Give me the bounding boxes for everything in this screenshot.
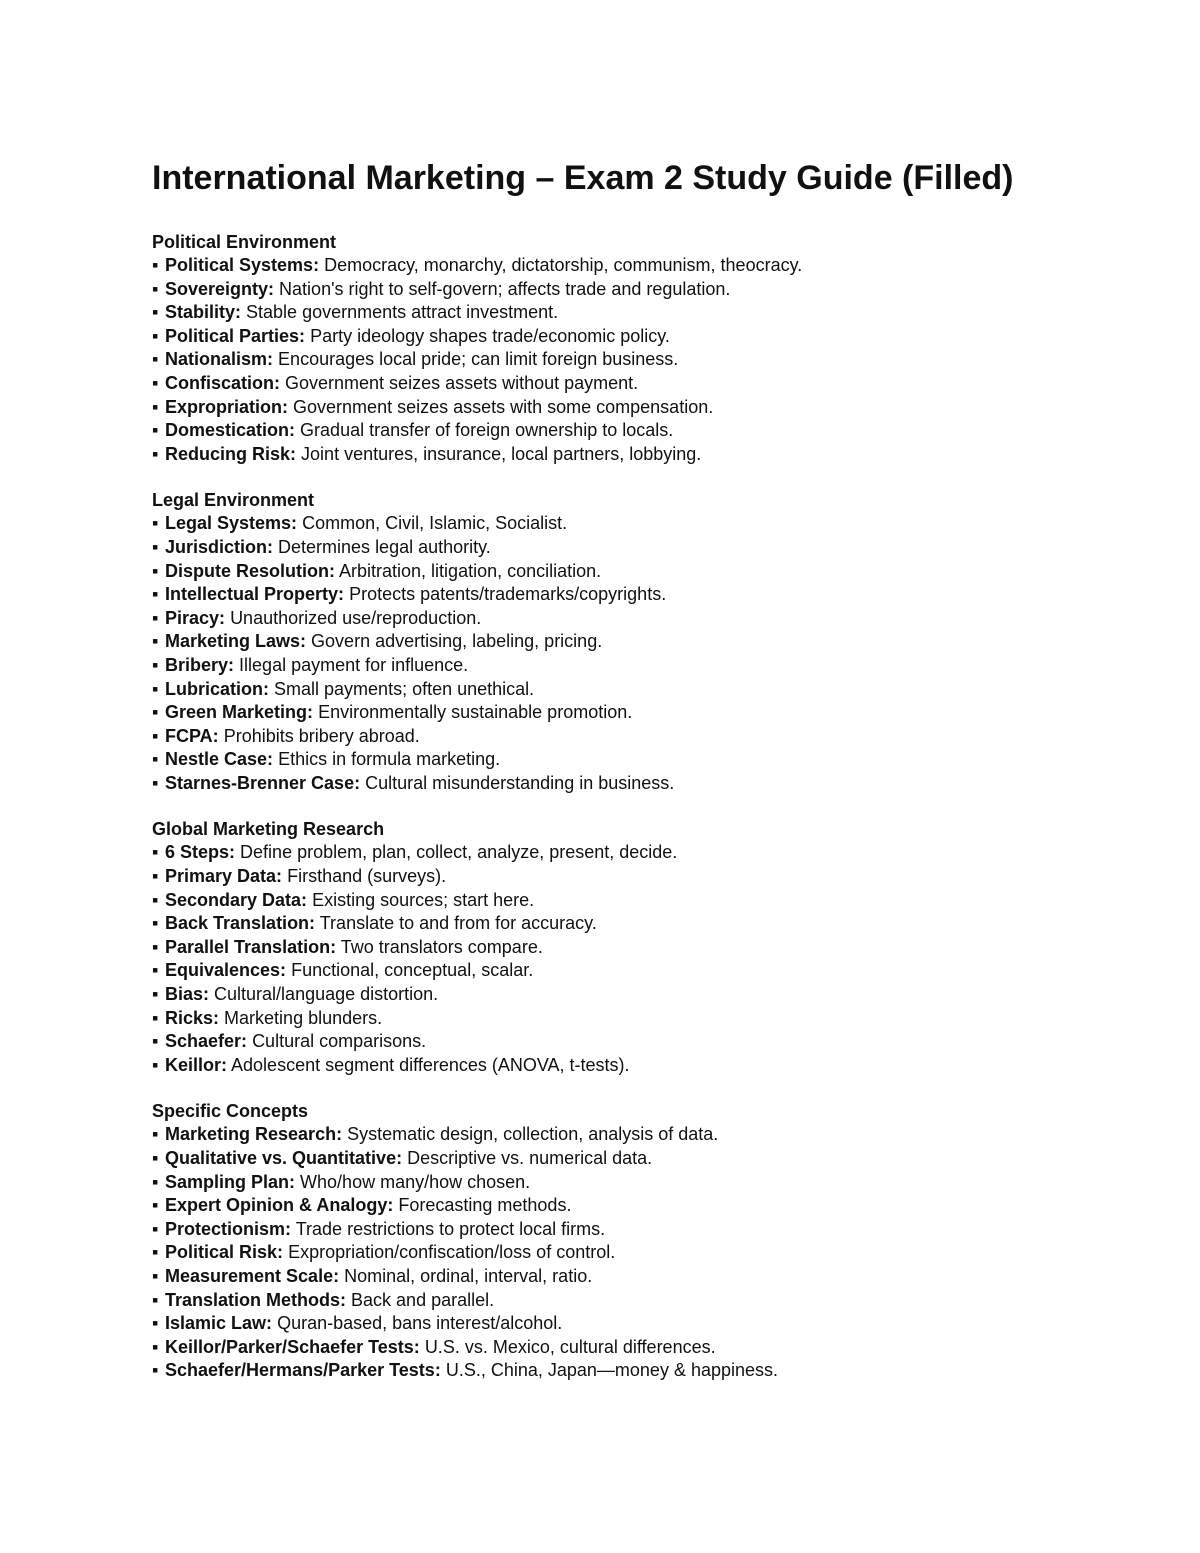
item-term: Keillor: [165, 1054, 228, 1075]
item-description: Democracy, monarchy, dictatorship, communism, theocracy. [324, 255, 803, 275]
item-term: Legal Systems: [165, 513, 298, 534]
bullet-list [152, 512, 1132, 795]
bullet-icon: ▪ [152, 560, 159, 581]
list-item [152, 419, 1132, 443]
item-term: Schaefer: [165, 1031, 248, 1052]
list-item [152, 1241, 1132, 1265]
list-item [152, 701, 1132, 725]
item-term: Domestication: [165, 420, 296, 441]
bullet-icon: ▪ [152, 749, 159, 770]
item-term: Sovereignty: [165, 278, 275, 299]
list-item [152, 912, 1132, 936]
list-item [152, 1147, 1132, 1171]
item-description: Translate to and from for accuracy. [319, 913, 597, 934]
item-term: Dispute Resolution: [165, 560, 335, 581]
item-term: Piracy: [165, 607, 226, 628]
bullet-icon: ▪ [152, 889, 159, 910]
bullet-icon: ▪ [152, 725, 159, 746]
item-description: Government seizes assets with some compensation. [293, 396, 714, 417]
item-description: Ethics in formula marketing. [278, 749, 501, 770]
item-description: Forecasting methods. [398, 1195, 572, 1216]
item-term: Sampling Plan: [165, 1171, 296, 1192]
list-item [152, 372, 1132, 396]
item-description: Unauthorized use/reproduction. [230, 607, 482, 628]
item-term: Schaefer/Hermans/Parker Tests: [165, 1360, 441, 1381]
bullet-icon: ▪ [152, 420, 159, 441]
bullet-icon: ▪ [152, 936, 159, 957]
item-term: Expropriation: [165, 396, 289, 417]
item-description: Illegal payment for influence. [239, 654, 469, 675]
list-item [152, 443, 1132, 467]
item-description: Joint ventures, insurance, local partners, lobbying. [301, 443, 702, 464]
bullet-icon: ▪ [152, 1195, 159, 1216]
item-term: Bias: [165, 984, 210, 1005]
bullet-icon: ▪ [152, 1171, 159, 1192]
item-description: Cultural misunderstanding in business. [365, 772, 675, 793]
bullet-list [152, 841, 1132, 1077]
bullet-icon: ▪ [152, 278, 159, 299]
item-term: Stability: [165, 302, 242, 323]
bullet-icon: ▪ [152, 607, 159, 628]
list-item [152, 325, 1132, 349]
item-description: Arbitration, litigation, conciliation. [339, 560, 602, 581]
bullet-icon: ▪ [152, 1313, 159, 1334]
item-term: Nationalism: [165, 349, 274, 370]
item-description: Stable governments attract investment. [246, 302, 559, 323]
item-term: Keillor/Parker/Schaefer Tests: [165, 1336, 420, 1357]
item-description: Common, Civil, Islamic, Socialist. [302, 513, 568, 534]
item-description: Party ideology shapes trade/economic policy. [310, 325, 670, 346]
list-item [152, 654, 1132, 678]
section [152, 488, 1132, 795]
item-description: Cultural comparisons. [252, 1031, 427, 1052]
bullet-icon: ▪ [152, 866, 159, 887]
bullet-icon: ▪ [152, 536, 159, 557]
bullet-icon: ▪ [152, 349, 159, 370]
item-term: Ricks: [165, 1007, 220, 1028]
item-term: Expert Opinion & Analogy: [165, 1195, 394, 1216]
list-item [152, 1054, 1132, 1078]
list-item [152, 983, 1132, 1007]
item-term: Islamic Law: [165, 1313, 273, 1334]
list-item [152, 396, 1132, 420]
bullet-icon: ▪ [152, 396, 159, 417]
list-item [152, 254, 1132, 278]
bullet-icon: ▪ [152, 772, 159, 793]
list-item [152, 1218, 1132, 1242]
list-item [152, 630, 1132, 654]
item-term: Marketing Laws: [165, 631, 307, 652]
list-item [152, 889, 1132, 913]
bullet-icon: ▪ [152, 372, 159, 393]
item-description: U.S. vs. Mexico, cultural differences. [424, 1336, 716, 1357]
item-term: FCPA: [165, 725, 219, 746]
bullet-icon: ▪ [152, 913, 159, 934]
section-heading: Legal Environment [152, 490, 315, 511]
item-description: Quran-based, bans interest/alcohol. [277, 1313, 563, 1334]
item-description: Firsthand (surveys). [287, 866, 447, 887]
item-term: Protectionism: [165, 1218, 292, 1239]
list-item [152, 841, 1132, 865]
bullet-icon: ▪ [152, 513, 159, 534]
bullet-icon: ▪ [152, 1336, 159, 1357]
section-heading: Political Environment [152, 232, 337, 252]
section [152, 817, 1132, 1077]
list-item [152, 772, 1132, 796]
list-item [152, 278, 1132, 302]
bullet-icon: ▪ [152, 984, 159, 1005]
bullet-icon: ▪ [152, 443, 159, 464]
list-item [152, 348, 1132, 372]
bullet-icon: ▪ [152, 1007, 159, 1028]
document-body [152, 230, 1132, 1383]
item-description: Systematic design, collection, analysis of data. [347, 1124, 719, 1145]
bullet-icon: ▪ [152, 960, 159, 981]
item-description: Gradual transfer of foreign ownership to locals. [300, 420, 674, 441]
list-item [152, 301, 1132, 325]
item-description: Govern advertising, labeling, pricing. [311, 631, 603, 652]
list-item [152, 1336, 1132, 1360]
item-description: Existing sources; start here. [312, 889, 535, 910]
item-term: 6 Steps: [165, 842, 236, 863]
item-term: Secondary Data: [165, 889, 308, 910]
bullet-icon: ▪ [152, 255, 159, 275]
section [152, 230, 1132, 466]
list-item [152, 865, 1132, 889]
document-page [152, 158, 1132, 1405]
item-description: Define problem, plan, collect, analyze, present, decide. [240, 842, 678, 863]
list-item [152, 748, 1132, 772]
item-description: Protects patents/trademarks/copyrights. [349, 584, 667, 605]
item-description: Nation's right to self-govern; affects trade and regulation. [279, 278, 731, 299]
bullet-icon: ▪ [152, 302, 159, 323]
bullet-icon: ▪ [152, 325, 159, 346]
bullet-icon: ▪ [152, 1124, 159, 1145]
item-description: Environmentally sustainable promotion. [318, 702, 633, 723]
bullet-icon: ▪ [152, 1054, 159, 1075]
bullet-icon: ▪ [152, 584, 159, 605]
item-description: Cultural/language distortion. [214, 984, 439, 1005]
bullet-icon: ▪ [152, 654, 159, 675]
section-heading: Specific Concepts [152, 1101, 309, 1122]
list-item [152, 1359, 1132, 1383]
bullet-icon: ▪ [152, 1265, 159, 1286]
list-item [152, 1171, 1132, 1195]
list-item [152, 512, 1132, 536]
item-term: Reducing Risk: [165, 443, 297, 464]
bullet-icon: ▪ [152, 1031, 159, 1052]
list-item [152, 1312, 1132, 1336]
item-description: Back and parallel. [351, 1289, 495, 1310]
bullet-icon: ▪ [152, 678, 159, 699]
item-term: Measurement Scale: [165, 1265, 340, 1286]
item-description: Marketing blunders. [224, 1007, 383, 1028]
list-item [152, 936, 1132, 960]
item-term: Confiscation: [165, 372, 280, 393]
list-item [152, 1265, 1132, 1289]
item-description: Encourages local pride; can limit foreign business. [278, 349, 679, 370]
item-term: Political Risk: [165, 1242, 284, 1263]
list-item [152, 959, 1132, 983]
list-item [152, 725, 1132, 749]
list-item [152, 1289, 1132, 1313]
list-item [152, 1007, 1132, 1031]
item-description: Expropriation/confiscation/loss of control. [288, 1242, 616, 1263]
item-term: Translation Methods: [165, 1289, 347, 1310]
list-item [152, 607, 1132, 631]
item-description: Small payments; often unethical. [274, 678, 535, 699]
item-term: Jurisdiction: [165, 536, 274, 557]
bullet-list [152, 254, 1132, 466]
item-term: Bribery: [165, 654, 235, 675]
item-description: Determines legal authority. [278, 536, 491, 557]
item-term: Lubrication: [165, 678, 269, 699]
item-description: Nominal, ordinal, interval, ratio. [344, 1265, 593, 1286]
bullet-icon: ▪ [152, 1218, 159, 1239]
item-term: Political Parties: [165, 325, 306, 346]
item-term: Back Translation: [165, 913, 316, 934]
item-term: Intellectual Property: [165, 584, 345, 605]
bullet-icon: ▪ [152, 1242, 159, 1263]
list-item [152, 678, 1132, 702]
bullet-icon: ▪ [152, 1148, 159, 1168]
item-description: Functional, conceptual, scalar. [291, 960, 534, 981]
item-term: Political Systems: [165, 255, 320, 275]
item-term: Green Marketing: [165, 702, 314, 723]
list-item [152, 583, 1132, 607]
item-description: Who/how many/how chosen. [300, 1171, 531, 1192]
item-description: Prohibits bribery abroad. [223, 725, 420, 746]
bullet-icon: ▪ [152, 702, 159, 723]
item-term: Primary Data: [165, 866, 283, 887]
item-description: Two translators compare. [340, 936, 543, 957]
section [152, 1099, 1132, 1383]
item-description: Descriptive vs. numerical data. [407, 1148, 653, 1168]
item-description: Adolescent segment differences (ANOVA, t-tests). [231, 1054, 630, 1075]
item-term: Parallel Translation: [165, 936, 337, 957]
list-item [152, 560, 1132, 584]
item-description: Government seizes assets without payment. [285, 372, 639, 393]
item-description: U.S., China, Japan—money & happiness. [445, 1360, 779, 1381]
list-item [152, 1030, 1132, 1054]
list-item [152, 1194, 1132, 1218]
item-term: Starnes-Brenner Case: [165, 772, 361, 793]
item-term: Equivalences: [165, 960, 287, 981]
section-heading: Global Marketing Research [152, 819, 385, 840]
list-item [152, 536, 1132, 560]
item-term: Nestle Case: [165, 749, 274, 770]
bullet-icon: ▪ [152, 842, 159, 863]
bullet-icon: ▪ [152, 1360, 159, 1381]
bullet-icon: ▪ [152, 631, 159, 652]
item-description: Trade restrictions to protect local firms. [295, 1218, 606, 1239]
bullet-list [152, 1123, 1132, 1383]
document-title: International Marketing – Exam 2 Study Guide (Filled) [152, 159, 1014, 197]
bullet-icon: ▪ [152, 1289, 159, 1310]
item-term: Marketing Research: [165, 1124, 343, 1145]
list-item [152, 1123, 1132, 1147]
item-term: Qualitative vs. Quantitative: [165, 1148, 403, 1168]
